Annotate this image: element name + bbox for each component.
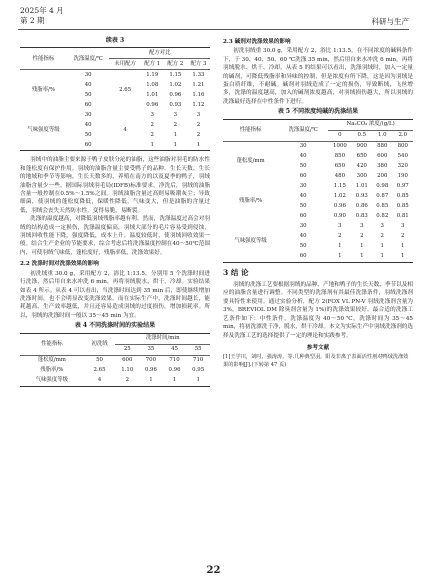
table3-group-odor: 气味强度等级 [27, 127, 60, 134]
table-cell: 2 [380, 233, 384, 240]
reference-item: [1]王学川，刘吋，强涛涛，等.几种典型羽，阳及非离子表面活性剂对鸭绒洗涤效果的影响[J].(下转第 47 页) [223, 354, 409, 368]
table-cell: 0.96 [333, 203, 346, 210]
table-cell: 50 [299, 163, 307, 170]
table4-head-init: 初洗绒 [91, 340, 108, 347]
table-cell: 2 [173, 122, 178, 129]
table-cell: 1.08 [146, 82, 159, 89]
table-cell: 0 [338, 132, 342, 139]
table-cell: 1 [380, 253, 384, 260]
table3-odor-untreated: 4 [123, 127, 127, 134]
table-cell: 800 [397, 143, 408, 150]
table-cell: 2 [360, 233, 364, 240]
table5-group-label: 蓬松度/mm [236, 158, 265, 165]
table-cell: 1.16 [192, 92, 205, 99]
header-issue: 第 2 期 [20, 16, 45, 25]
table3-head-metric: 性能指标 [32, 55, 55, 62]
table-cell: 50 [299, 203, 307, 210]
table-cell: 0.95 [192, 367, 205, 374]
table-cell: 710 [169, 357, 180, 364]
paragraph: 洗涤的温度越高，对降低羽绒残脂率越有利。然而，洗涤温度过高会对羽绒的结构造成一定损伤，洗涤温度偏高，羽绒大部分的毛片容易受到侵蚀，羽绒回收性能下降，强度降低，成本上升。温度较低时，使羽绒回收效果一般。结合生产企业的节能要求，综合考虑后将洗涤温度控制在40～50℃范围内，可使羽绒气味低，蓬松度好，残脂率低，洗涤效果好。 [20, 216, 210, 256]
table-row [20, 366, 210, 376]
paragraph: 初洗羽绒重 30.0 g，采用配方 2，浴比 1:13.5，在不同浓度的碱料条件下，于 30、40、50、60 ℃洗涤 35 min，然后用自来水冲洗 6 min，再将羽绒脱水、烘干、冷却。从表 5 的结果可以看出，洗涤羽绒时，加入一定量的碱剂，可降低残脂率和异味的控制，但是浓度有所下降，这是因为羽绒是蛋白质纤维，不耐碱。碱剂对羽绒造成了一定的损伤，导致断绒，飞丝增多，洗涤的温度越高，加入的碱剂浓度越高，对羽绒损伤越大，所以羽绒的洗涤最好选择在中性条件下进行。 [223, 48, 413, 105]
table-cell: 40 [299, 193, 307, 200]
table-cell: 2 [150, 122, 154, 129]
table4-caption: 表 4 不同洗涤时间的实验结果 [74, 322, 156, 330]
header-left [20, 6, 64, 26]
table3-head-ratio: 配方对比 [109, 48, 210, 59]
table-cell: 1 [150, 142, 154, 149]
table3-head-f3: 配方 3 [190, 61, 207, 68]
table-row [20, 110, 210, 120]
table4 [20, 333, 210, 387]
table-cell: 3 [401, 223, 405, 230]
table-cell: 1 [401, 253, 405, 260]
section-heading: 2.2 洗涤时间对洗涤效果的影响 [20, 261, 99, 268]
table-cell: 420 [356, 163, 367, 170]
table3-head-untreated: 未用配方 [114, 61, 136, 68]
table-cell: 0.90 [333, 213, 346, 220]
table-cell: 1.10 [121, 367, 134, 374]
table-cell: 0.5 [357, 132, 367, 139]
table-cell: 0.96 [168, 367, 181, 374]
table-cell: 60 [84, 102, 92, 109]
table-cell: 900 [356, 143, 367, 150]
table-cell: 1 [173, 132, 178, 139]
table-cell: 600 [377, 153, 388, 160]
table-cell: 40 [299, 153, 307, 160]
table-cell: 480 [334, 173, 346, 180]
table-cell: 0.86 [355, 203, 368, 210]
header-rule [18, 29, 409, 30]
paragraph: 初洗绒重 30.0 g，采用配方 2，浴比 1:13.5，分别用 5 个洗涤时间进行洗涤，然后用自来水冲洗 6 min，再将羽绒脱水，烘干，冷却。实验结果如表 4 所示。从表 4 可以看出，当洗涤时间达到 35 min 后，即使继续增加洗涤时间，也不会明显改变洗涤效果。而在实际生产中，洗涤时间越长，能耗越高，生产效率越低，并且还容易造成羽绒的过度损伤，增加损耗率。所以，羽绒的洗涤时间一般以 35～45 min 为宜。 [20, 270, 210, 319]
table-cell: 0.96 [146, 102, 159, 109]
table-cell: 60 [299, 173, 307, 180]
table-cell: 4 [97, 377, 102, 384]
table5-group-label: 残脂率/% [238, 198, 263, 205]
table-cell: 650 [356, 153, 367, 160]
table-cell: 3 [360, 223, 364, 230]
table3 [20, 47, 210, 151]
table-cell: 190 [397, 173, 408, 180]
table5-caption: 表 5 不同浓度纯碱的洗涤结果 [277, 108, 359, 116]
table-cell: 30 [84, 72, 92, 79]
table-cell: 1 [338, 253, 342, 260]
table-cell: 残脂率/% [40, 367, 64, 374]
conclusion-title: 3 结 论 [223, 267, 249, 277]
table3-fat-untreated: 2.65 [119, 87, 132, 94]
table-cell: 2 [338, 233, 342, 240]
table-cell: 0.93 [355, 193, 368, 200]
table-cell: 0.96 [169, 92, 182, 99]
table-cell: 1 [360, 243, 364, 250]
table-cell: 3 [173, 112, 178, 119]
left-column [20, 35, 210, 387]
table-cell: 50 [299, 243, 307, 250]
table3-head-temp: 洗涤温度/℃ [73, 55, 103, 62]
table-cell: 3 [380, 223, 384, 230]
table-cell: 3 [150, 112, 154, 119]
table-cell: 2 [125, 377, 129, 384]
table-cell: 1 [401, 243, 405, 250]
table-cell: 1.21 [192, 82, 205, 89]
table-cell: 1 [196, 377, 200, 384]
table-cell: 0.85 [396, 193, 409, 200]
table-cell: 710 [193, 357, 204, 364]
table-row [223, 141, 413, 152]
table-cell: 200 [377, 173, 388, 180]
table-cell: 2 [196, 122, 201, 129]
references-title: 参考文献 [306, 344, 330, 351]
table-cell: 1 [380, 243, 384, 250]
table-cell: 45 [171, 346, 178, 353]
table-cell: 35 [147, 346, 155, 353]
table-cell: 0.85 [376, 203, 389, 210]
table-cell: 1 [196, 142, 201, 149]
table5-group-label: 气味强度等级 [234, 238, 267, 245]
header-year-month: 2025年 4 月 [20, 6, 64, 15]
table-row [223, 222, 413, 232]
table-cell: 1.15 [333, 183, 346, 190]
table-cell: 320 [397, 163, 408, 170]
table-cell: 40 [299, 233, 307, 240]
table-cell: 1.01 [146, 92, 159, 99]
table-cell: 60 [299, 253, 307, 260]
table-cell: 540 [397, 153, 408, 160]
table-cell: 1.01 [355, 183, 368, 190]
table-cell: 50 [84, 132, 92, 139]
table-cell: 气味强度等级 [35, 377, 68, 384]
table5-head-temp: 洗涤温度/℃ [288, 126, 318, 133]
right-column [223, 35, 413, 369]
table-cell: 蓬松度/mm [37, 357, 66, 364]
table-cell: 50 [96, 357, 103, 364]
table-cell: 1000 [333, 143, 347, 150]
table-cell: 1.19 [146, 72, 159, 79]
table-cell: 40 [84, 122, 92, 129]
table-cell: 60 [84, 142, 92, 149]
table3-head-f1: 配方 1 [144, 61, 161, 68]
table3-group-fat: 残脂率/% [31, 87, 55, 94]
table-cell: 1 [172, 377, 177, 384]
table-cell: 30 [299, 143, 307, 150]
section-heading: 2.3 碱剂对洗涤效果的影响 [223, 39, 291, 45]
table-cell: 3 [196, 112, 201, 119]
table-cell: 55 [194, 346, 202, 353]
page-number: 22 [206, 565, 221, 576]
table-cell: 0.82 [376, 213, 389, 220]
paragraph: 羽绒中的油脂主要来源于鸭子皮肤分泌的油脂，这些油脂对羽毛的防水性和蓬松度有保护作用。羽绒的油脂含量主要受鸭子的品种、生长天数、生长的地域和季节等影响。生长天数多的，养殖在南方的以及夏季的鸭子，羽绒油脂含量少一些。据国际羽绒羽毛局(IDFB)标准要求，净洗后，羽绒的油脂含量一般控制在0.5%～1.5%之间。羽绒油脂含量过高则易吸潮灰尘；导致细菌，使羽绒的蓬松度降低，保暖性降低，气味变大，但是油脂的含量过低，羽绒会丧失天然防水性，变得易脆，易断裂。 [20, 157, 210, 214]
table-cell: 30 [84, 112, 92, 119]
table-row [223, 182, 413, 192]
table-cell: 30 [299, 183, 307, 190]
table-cell: 50 [84, 92, 92, 99]
table-cell: 60 [299, 213, 307, 220]
table3-caption: 续表 3 [105, 37, 125, 44]
table-cell: 1.33 [192, 72, 205, 79]
paragraph: 羽绒的洗涤工艺要根据羽绒的品种、产地和鸭子的生长天数、季节以及相应的油脂含量进行调整。不同类型的洗涤剂有其最佳洗涤条件，羽绒洗涤剂要具特性来使用。通过实验分析，配方 2(FOX VL PN-V 羽绒洗涤剂含量为 3%，BREVIOL DM 除臭剂含量为 1%)的洗涤效果较好。最合适的洗涤工艺条件如下：中性条件，洗涤温度为 40～50 ℃，洗涤时间为 35～45 min，将初洗漂洗干净，脱水，烘干冷却。本文为实际生产中羽绒洗涤剂的选择及洗涤工艺的选择提供了一定的理论和实践参考。 [223, 282, 413, 339]
table5 [223, 119, 413, 263]
table-cell: 25 [123, 346, 131, 353]
table-cell: 1.0 [377, 132, 387, 139]
table-cell: 1.02 [169, 82, 182, 89]
table-cell: 300 [356, 173, 367, 180]
table-cell: 3 [338, 223, 342, 230]
table-cell: 880 [377, 143, 388, 150]
table-cell: 0.85 [396, 203, 409, 210]
table-cell: 0.97 [396, 183, 409, 190]
table-cell: 2.65 [93, 367, 106, 374]
table-row [20, 355, 210, 366]
table5-head-conc: Na₂CO₃ 浓度/(g/L) [328, 119, 413, 130]
table-cell: 1 [173, 142, 178, 149]
table-cell: 1 [338, 243, 342, 250]
table4-head-metric: 性能指标 [41, 340, 63, 347]
table-cell: 40 [84, 82, 92, 89]
table-cell: 0.93 [169, 102, 182, 109]
table-cell: 650 [334, 163, 346, 170]
table-cell: 0.96 [144, 367, 157, 374]
table-row [20, 70, 210, 81]
table-cell: 0.83 [355, 213, 368, 220]
table-row [20, 376, 210, 387]
table4-head-time: 洗涤时间/min [115, 333, 210, 344]
table-cell: 2 [150, 132, 154, 139]
table-cell: 1.12 [192, 102, 205, 109]
table-cell: 30 [299, 223, 307, 230]
header-journal: 科研与生产 [371, 17, 409, 26]
table-cell: 600 [122, 357, 133, 364]
table-cell: 700 [145, 357, 157, 364]
table-cell: 1.02 [333, 193, 346, 200]
table-cell: 2 [196, 132, 201, 139]
table-cell: 850 [334, 153, 346, 160]
table-cell: 2.0 [398, 132, 408, 139]
table-cell: 380 [377, 163, 388, 170]
table-cell: 1.15 [169, 72, 182, 79]
table-cell: 2 [401, 233, 405, 240]
table-cell: 1 [149, 377, 153, 384]
table-cell: 0.81 [396, 213, 409, 220]
table5-head-metric: 性能指标 [239, 126, 262, 133]
table-cell: 0.87 [376, 193, 389, 200]
table3-head-f2: 配方 2 [167, 61, 184, 68]
table-cell: 0.98 [376, 183, 389, 190]
table-cell: 1 [360, 253, 364, 260]
